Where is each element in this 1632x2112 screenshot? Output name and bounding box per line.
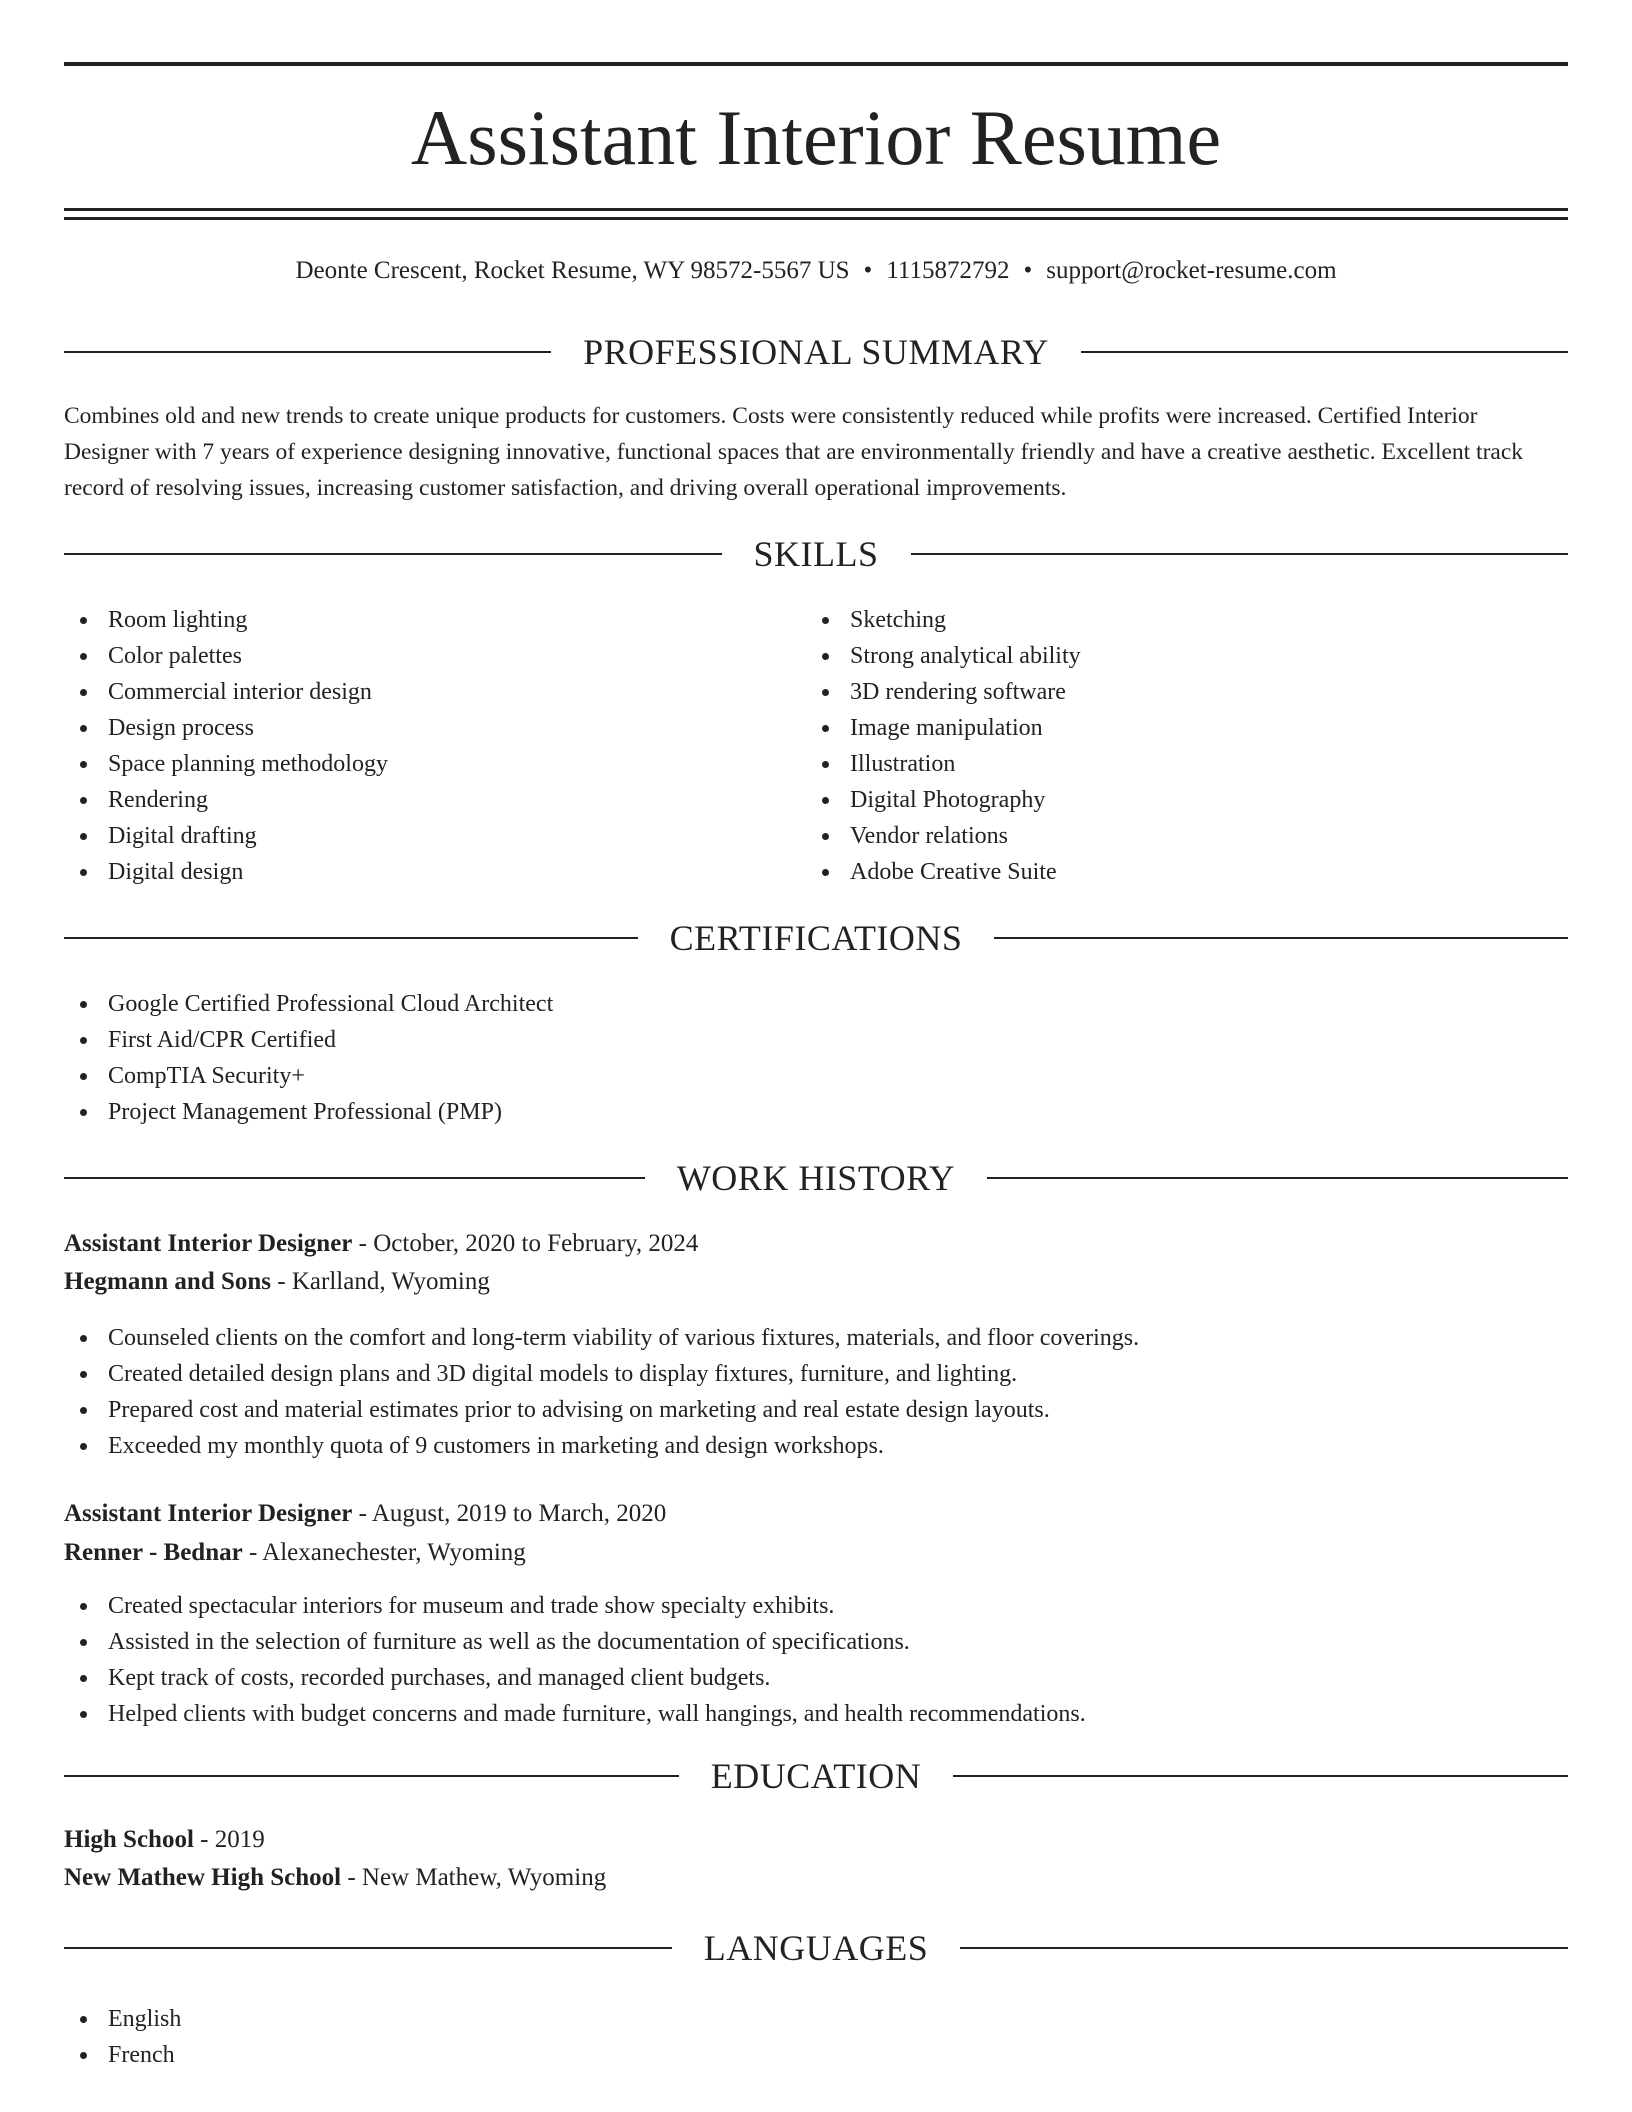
certification-item: CompTIA Security+ xyxy=(64,1058,1568,1094)
education-degree: High School xyxy=(64,1826,194,1853)
job-dates: - August, 2019 to March, 2020 xyxy=(352,1500,667,1527)
heading-rule xyxy=(64,1775,679,1777)
education-year: - 2019 xyxy=(193,1826,265,1853)
contact-email: support@rocket-resume.com xyxy=(1046,257,1337,284)
job-dates: - October, 2020 to February, 2024 xyxy=(352,1230,699,1257)
job-duties-list xyxy=(64,1320,1568,1464)
language-item: French xyxy=(64,2037,1568,2073)
job-duty-item: Exceeded my monthly quota of 9 customers in marketing and design workshops. xyxy=(64,1428,1568,1464)
skill-item: Sketching xyxy=(806,602,1546,638)
job-company-line xyxy=(64,1535,1568,1571)
skill-item: Color palettes xyxy=(64,638,804,674)
skill-item: Strong analytical ability xyxy=(806,638,1546,674)
job-company-line xyxy=(64,1264,1568,1300)
skill-item: Rendering xyxy=(64,782,804,818)
heading-rule xyxy=(64,937,638,939)
heading-rule xyxy=(987,1177,1568,1179)
heading-rule xyxy=(1081,351,1568,353)
education-location: - New Mathew, Wyoming xyxy=(341,1864,607,1891)
contact-separator: • xyxy=(863,257,873,284)
skill-item: Image manipulation xyxy=(806,710,1546,746)
skill-item: Vendor relations xyxy=(806,818,1546,854)
heading-rule xyxy=(960,1947,1568,1949)
language-item: English xyxy=(64,2001,1568,2037)
skill-item: Digital drafting xyxy=(64,818,804,854)
section-heading-skills xyxy=(64,532,1568,576)
heading-rule xyxy=(64,553,722,555)
job-duty-item: Kept track of costs, recorded purchases, and managed client budgets. xyxy=(64,1660,1568,1696)
contact-phone: 1115872792 xyxy=(886,257,1010,284)
section-heading-education xyxy=(64,1754,1568,1798)
contact-address: Deonte Crescent, Rocket Resume, WY 98572-5567 US xyxy=(295,257,850,284)
section-title: PROFESSIONAL SUMMARY xyxy=(583,332,1049,372)
skill-item: Space planning methodology xyxy=(64,746,804,782)
education-school-line xyxy=(64,1860,1568,1896)
section-title: LANGUAGES xyxy=(703,1928,929,1968)
section-heading-work-history xyxy=(64,1156,1568,1200)
heading-rule xyxy=(994,937,1568,939)
job-duty-item: Helped clients with budget concerns and made furniture, wall hangings, and health recommendations. xyxy=(64,1696,1568,1732)
job-duty-item: Counseled clients on the comfort and long-term viability of various fixtures, materials, and floor coverings. xyxy=(64,1320,1568,1356)
skill-item: Illustration xyxy=(806,746,1546,782)
skill-item: Design process xyxy=(64,710,804,746)
heading-rule xyxy=(64,351,551,353)
job-title-line xyxy=(64,1226,1568,1262)
job-title-line xyxy=(64,1496,1568,1532)
skill-item: Digital Photography xyxy=(806,782,1546,818)
resume-title: Assistant Interior Resume xyxy=(410,94,1222,181)
section-heading-certifications xyxy=(64,916,1568,960)
job-title: Assistant Interior Designer xyxy=(64,1500,353,1527)
skills-list-left xyxy=(64,602,804,890)
contact-line xyxy=(64,254,1568,288)
contact-separator: • xyxy=(1023,257,1033,284)
skill-item: Digital design xyxy=(64,854,804,890)
certification-item: Google Certified Professional Cloud Architect xyxy=(64,986,1568,1022)
top-rule xyxy=(64,62,1568,66)
job-location: - Karlland, Wyoming xyxy=(271,1268,490,1295)
heading-rule xyxy=(911,553,1569,555)
job-duty-item: Prepared cost and material estimates prior to advising on marketing and real estate design layouts. xyxy=(64,1392,1568,1428)
languages-list xyxy=(64,2001,1568,2073)
education-school: New Mathew High School xyxy=(64,1864,342,1891)
skill-item: 3D rendering software xyxy=(806,674,1546,710)
education-degree-line xyxy=(64,1822,1568,1858)
skill-item: Commercial interior design xyxy=(64,674,804,710)
section-heading-summary xyxy=(64,330,1568,374)
job-duty-item: Created detailed design plans and 3D digital models to display fixtures, furniture, and lighting. xyxy=(64,1356,1568,1392)
section-title: CERTIFICATIONS xyxy=(669,918,963,958)
certification-item: First Aid/CPR Certified xyxy=(64,1022,1568,1058)
heading-rule xyxy=(64,1947,672,1949)
title-double-rule xyxy=(64,208,1568,220)
skill-item: Room lighting xyxy=(64,602,804,638)
summary-text: Combines old and new trends to create unique products for customers. Costs were consistently reduced while profits were increased. Certified Interior Designer with 7 years of experience designing innovative, functional spaces that are environmentally friendly and have a creative aesthetic. Excellent track record of resolving issues, increasing customer satisfaction, and driving overall operational improvements. xyxy=(64,403,1524,501)
job-company: Hegmann and Sons xyxy=(64,1268,272,1295)
section-title: EDUCATION xyxy=(710,1756,922,1796)
certifications-list xyxy=(64,986,1568,1130)
skill-item: Adobe Creative Suite xyxy=(806,854,1546,890)
heading-rule xyxy=(64,1177,645,1179)
job-duty-item: Created spectacular interiors for museum and trade show specialty exhibits. xyxy=(64,1588,1568,1624)
job-location: - Alexanechester, Wyoming xyxy=(242,1539,526,1566)
section-heading-languages xyxy=(64,1926,1568,1970)
certification-item: Project Management Professional (PMP) xyxy=(64,1094,1568,1130)
heading-rule xyxy=(953,1775,1568,1777)
skills-list-right xyxy=(806,602,1546,890)
job-duties-list xyxy=(64,1588,1568,1732)
job-company: Renner - Bednar xyxy=(64,1539,243,1566)
job-title: Assistant Interior Designer xyxy=(64,1230,353,1257)
job-duty-item: Assisted in the selection of furniture as well as the documentation of specifications. xyxy=(64,1624,1568,1660)
section-title: WORK HISTORY xyxy=(676,1158,956,1198)
section-title: SKILLS xyxy=(753,534,879,574)
